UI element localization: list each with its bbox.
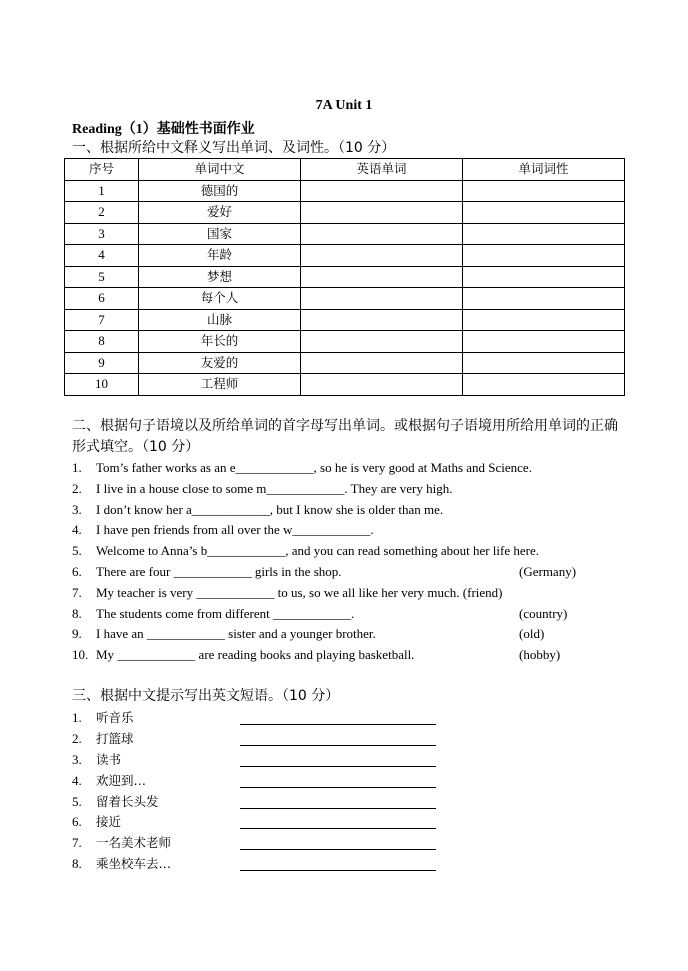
row-number: 10	[65, 374, 139, 396]
english-answer-cell[interactable]	[301, 374, 463, 396]
list-item	[72, 729, 452, 750]
table-row	[65, 266, 625, 288]
table-row	[65, 309, 625, 331]
column-header-part-of-speech: 单词词性	[463, 159, 625, 181]
item-number: 4.	[72, 522, 82, 538]
word-hint: (country)	[519, 605, 568, 621]
phrase-chinese: 欢迎到…	[96, 772, 147, 788]
answer-line[interactable]	[240, 849, 436, 850]
phrase-chinese: 打篮球	[96, 730, 134, 746]
page-title: 7A Unit 1	[315, 98, 373, 113]
vocab-table	[64, 158, 625, 396]
column-header-number: 序号	[65, 159, 139, 181]
table-row	[65, 331, 625, 353]
item-number: 6.	[72, 563, 82, 579]
section1-heading: 一、根据所给中文释义写出单词、及词性。（10 分）	[72, 140, 396, 156]
row-number: 4	[65, 245, 139, 267]
list-item	[72, 708, 452, 729]
item-number: 1.	[72, 710, 82, 725]
row-number: 1	[65, 180, 139, 202]
english-answer-cell[interactable]	[301, 352, 463, 374]
sentence-text: Welcome to Anna’s b____________, and you can read something about her life here.	[96, 543, 540, 559]
list-item[interactable]	[72, 604, 612, 625]
list-item	[72, 750, 452, 771]
phrase-chinese: 读书	[96, 751, 122, 767]
table-row	[65, 245, 625, 267]
row-chinese: 爱好	[139, 202, 301, 224]
pos-answer-cell[interactable]	[463, 223, 625, 245]
list-item	[72, 792, 452, 813]
sentence-text: The students come from different ____________.	[96, 605, 355, 621]
table-row	[65, 374, 625, 396]
list-item[interactable]	[72, 458, 612, 479]
section2-heading: 二、根据句子语境以及所给单词的首字母写出单词。或根据句子语境用所给用单词的正确形式填空。（10 分）	[72, 418, 618, 455]
english-answer-cell[interactable]	[301, 288, 463, 310]
row-chinese: 年龄	[139, 245, 301, 267]
english-answer-cell[interactable]	[301, 266, 463, 288]
list-item	[72, 771, 452, 792]
row-number: 7	[65, 309, 139, 331]
item-number: 1.	[72, 460, 82, 475]
answer-line[interactable]	[240, 870, 436, 871]
phrase-chinese: 留着长头发	[96, 793, 159, 809]
answer-line[interactable]	[240, 745, 436, 746]
row-number: 8	[65, 331, 139, 353]
list-item[interactable]	[72, 645, 612, 666]
row-chinese: 国家	[139, 223, 301, 245]
section3-heading: 三、根据中文提示写出英文短语。（10 分）	[72, 688, 340, 704]
sentence-text: I have pen friends from all over the w____________.	[96, 522, 374, 538]
table-header-row	[65, 159, 625, 181]
phrase-chinese: 一名美术老师	[96, 835, 172, 851]
item-number: 3.	[72, 501, 82, 517]
item-number: 2.	[72, 730, 82, 746]
item-number: 7.	[72, 584, 82, 600]
item-number: 2.	[72, 480, 82, 496]
list-item[interactable]	[72, 479, 612, 500]
table-row	[65, 352, 625, 374]
row-number: 3	[65, 223, 139, 245]
item-number: 8.	[72, 856, 82, 872]
table-row	[65, 223, 625, 245]
list-item	[72, 812, 452, 833]
row-chinese: 友爱的	[139, 352, 301, 374]
word-hint: (old)	[519, 626, 545, 642]
table-row	[65, 180, 625, 202]
phrase-list	[72, 708, 452, 875]
item-number: 3.	[72, 751, 82, 767]
english-answer-cell[interactable]	[301, 245, 463, 267]
pos-answer-cell[interactable]	[463, 374, 625, 396]
item-number: 8.	[72, 605, 82, 621]
row-number: 6	[65, 288, 139, 310]
item-number: 9.	[72, 626, 82, 642]
item-number: 5.	[72, 793, 82, 809]
sentence-text: I live in a house close to some m____________. They are very high.	[96, 480, 453, 496]
row-chinese: 年长的	[139, 331, 301, 353]
list-item[interactable]	[72, 562, 612, 583]
list-item	[72, 833, 452, 854]
list-item[interactable]	[72, 541, 612, 562]
row-number: 5	[65, 266, 139, 288]
answer-line[interactable]	[240, 724, 436, 725]
sentence-text: My ____________ are reading books and playing basketball.	[96, 647, 415, 663]
item-number: 5.	[72, 543, 82, 559]
sentence-text: There are four ____________ girls in the shop.	[96, 563, 342, 579]
pos-answer-cell[interactable]	[463, 202, 625, 224]
english-answer-cell[interactable]	[301, 309, 463, 331]
list-item[interactable]	[72, 624, 612, 645]
sentence-text: Tom’s father works as an e____________, so he is very good at Maths and Science.	[96, 460, 532, 475]
item-number: 6.	[72, 814, 82, 830]
table-row	[65, 288, 625, 310]
item-number: 4.	[72, 772, 82, 788]
english-answer-cell[interactable]	[301, 223, 463, 245]
list-item[interactable]	[72, 583, 612, 604]
item-number: 7.	[72, 835, 82, 851]
pos-answer-cell[interactable]	[463, 266, 625, 288]
sentence-text: My teacher is very ____________ to us, so we all like her very much. (friend)	[96, 584, 503, 600]
column-header-chinese: 单词中文	[139, 159, 301, 181]
column-header-english: 英语单词	[301, 159, 463, 181]
list-item[interactable]	[72, 520, 612, 541]
fill-in-sentences	[72, 458, 612, 666]
english-answer-cell[interactable]	[301, 202, 463, 224]
item-number: 10.	[72, 647, 89, 663]
phrase-chinese: 接近	[96, 814, 122, 830]
sentence-text: I don’t know her a____________, but I know she is older than me.	[96, 501, 444, 517]
pos-answer-cell[interactable]	[463, 309, 625, 331]
sentence-text: I have an ____________ sister and a younger brother.	[96, 626, 376, 642]
row-number: 9	[65, 352, 139, 374]
pos-answer-cell[interactable]	[463, 331, 625, 353]
answer-line[interactable]	[240, 808, 436, 809]
pos-answer-cell[interactable]	[463, 180, 625, 202]
table-row	[65, 202, 625, 224]
page-subtitle: Reading（1）基础性书面作业	[72, 122, 255, 137]
row-number: 2	[65, 202, 139, 224]
row-chinese: 梦想	[139, 266, 301, 288]
pos-answer-cell[interactable]	[463, 288, 625, 310]
english-answer-cell[interactable]	[301, 331, 463, 353]
answer-line[interactable]	[240, 766, 436, 767]
list-item[interactable]	[72, 500, 612, 521]
word-hint: (hobby)	[519, 647, 561, 663]
word-hint: (Germany)	[519, 563, 577, 579]
english-answer-cell[interactable]	[301, 180, 463, 202]
answer-line[interactable]	[240, 787, 436, 788]
answer-line[interactable]	[240, 828, 436, 829]
row-chinese: 德国的	[139, 180, 301, 202]
list-item	[72, 854, 452, 875]
pos-answer-cell[interactable]	[463, 352, 625, 374]
row-chinese: 每个人	[139, 288, 301, 310]
pos-answer-cell[interactable]	[463, 245, 625, 267]
phrase-chinese: 听音乐	[96, 710, 134, 725]
row-chinese: 工程师	[139, 374, 301, 396]
phrase-chinese: 乘坐校车去…	[96, 856, 172, 872]
row-chinese: 山脉	[139, 309, 301, 331]
